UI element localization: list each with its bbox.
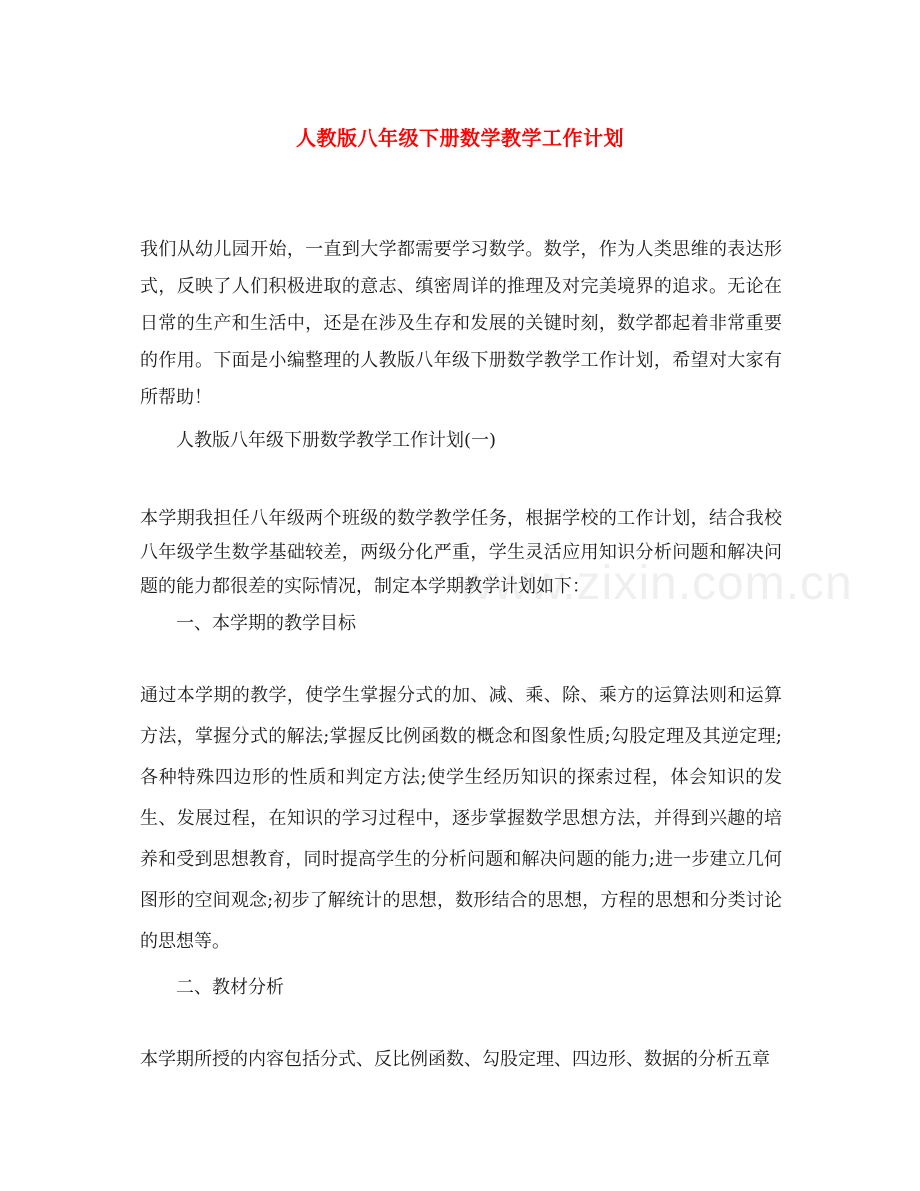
document-title: 人教版八年级下册数学教学工作计划 xyxy=(296,126,624,150)
heading-teaching-goals: 一、本学期的教学目标 xyxy=(176,613,356,634)
heading-textbook-analysis: 二、教材分析 xyxy=(176,977,284,998)
paragraph-teaching-goals: 通过本学期的教学，使学生掌握分式的加、减、乘、除、乘方的运算法则和运算方法，掌握分式的解法;掌握反比例函数的概念和图象性质;勾股定理及其逆定理;各种特殊四边形的性质和判定方法;使学生经历知识的探索过程，体会知识的发生、发展过程，在知识的学习过程中，逐步掌握数学思想方法，并得到兴趣的培养和受到思想教育，同时提高学生的分析问题和解决问题的能力;进一步建立几何图形的空间观念;初步了解统计的思想，数形结合的思想，方程的思想和分类讨论的思想等。 xyxy=(140,685,782,952)
paragraph-textbook-analysis: 本学期所授的内容包括分式、反比例函数、勾股定理、四边形、数据的分析五章 xyxy=(140,1049,770,1070)
section-subtitle: 人教版八年级下册数学教学工作计划(一) xyxy=(176,430,497,451)
paragraph-plan-context: 本学期我担任八年级两个班级的数学教学任务，根据学校的工作计划，结合我校八年级学生数学基础较差，两级分化严重，学生灵活应用知识分析问题和解决问题的能力都很差的实际情况，制定本学期教学计划如下： xyxy=(140,508,782,597)
intro-paragraph: 我们从幼儿园开始，一直到大学都需要学习数学。数学，作为人类思维的表达形式，反映了人们积极进取的意志、缜密周详的推理及对完美境界的追求。无论在日常的生产和生活中，还是在涉及生存和发展的关键时刻，数学都起着非常重要的作用。下面是小编整理的人教版八年级下册数学教学工作计划，希望对大家有所帮助！ xyxy=(140,239,782,408)
watermark: www.zixin.com.cn xyxy=(458,557,853,610)
